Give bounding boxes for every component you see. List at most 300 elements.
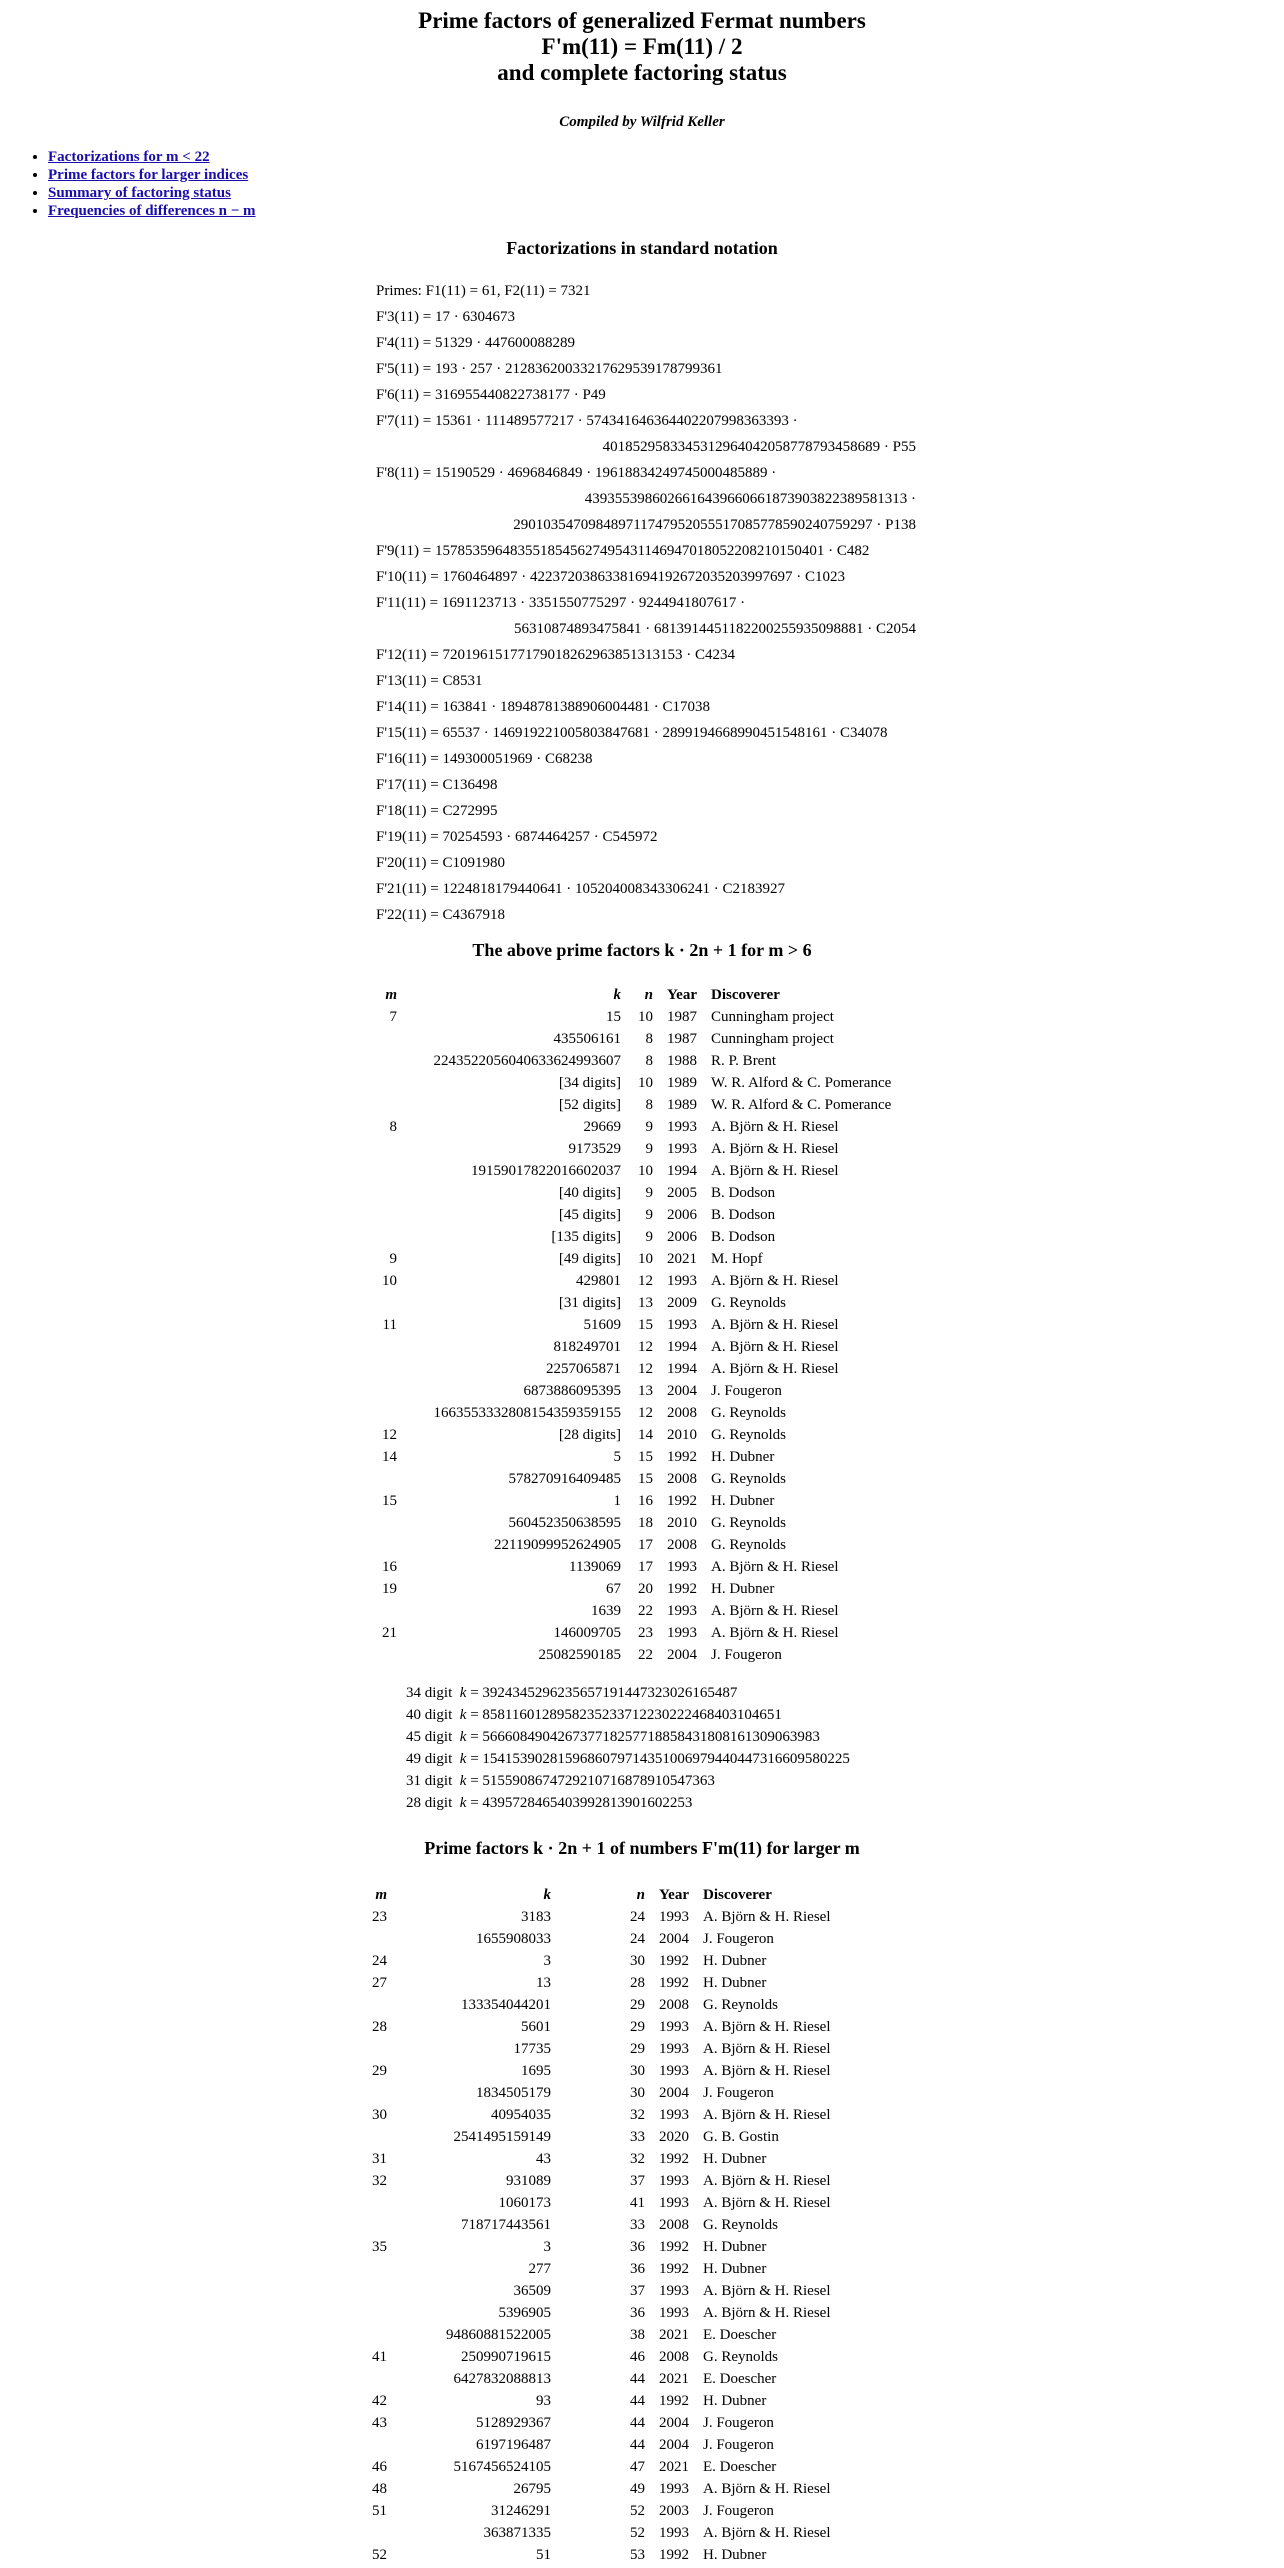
factorization-row: F'4(11) = 51329 · 447600088289 [376, 335, 575, 351]
cell-n: 44 [630, 2415, 645, 2431]
cell-discoverer: G. Reynolds [711, 1295, 786, 1311]
cell-year: 1992 [659, 2239, 689, 2255]
cell-k: 51609 [583, 1317, 621, 1333]
cell-year: 1993 [659, 2283, 689, 2299]
cell-m: 52 [372, 2547, 387, 2563]
cell-discoverer: H. Dubner [703, 1975, 767, 1991]
cell-year: 1993 [667, 1119, 697, 1135]
cell-n: 15 [638, 1449, 653, 1465]
cell-n: 10 [638, 1163, 653, 1179]
factorization-rhs: 163841 · 18948781388906004481 · C17038 [442, 699, 710, 715]
factorization-lhs: F'4(11) [376, 335, 419, 351]
cell-m [370, 1182, 404, 1204]
cell-year: 1992 [667, 1449, 697, 1465]
cell-discoverer: B. Dodson [711, 1185, 776, 1201]
table-row [360, 2192, 838, 2214]
cell-m [370, 1644, 404, 1666]
section-heading-factorizations [0, 238, 1284, 259]
cell-year: 1987 [667, 1031, 697, 1047]
table-row [370, 1468, 898, 1490]
table-row [360, 2478, 838, 2500]
cell-n: 12 [638, 1273, 653, 1289]
cell-discoverer: M. Hopf [711, 1251, 763, 1267]
cell-year: 2010 [667, 1427, 697, 1443]
factorization-row: F'17(11) = C136498 [376, 777, 498, 793]
cell-k: [135 digits] [551, 1229, 621, 1245]
cell-discoverer: A. Björn & H. Riesel [711, 1559, 839, 1575]
cell-year: 1993 [659, 2173, 689, 2189]
factorization-continuation: 439355398602661643966066187390382238958​1313 · [584, 491, 916, 507]
cell-k: 6427832088813 [453, 2371, 551, 2387]
cell-year: 2008 [667, 1405, 697, 1421]
cell-m: 7 [389, 1009, 397, 1025]
factorization-lhs: F'12(11) [376, 647, 427, 663]
cell-k: 1655908033 [476, 1931, 551, 1947]
cell-discoverer: G. Reynolds [711, 1515, 786, 1531]
cell-m: 30 [372, 2107, 387, 2123]
title-line-1: Prime factors of generalized Fermat numbers [418, 8, 866, 33]
cell-discoverer: H. Dubner [703, 1953, 767, 1969]
cell-year: 1993 [659, 2195, 689, 2211]
cell-year: 2006 [667, 1207, 697, 1223]
cell-k: 67 [606, 1581, 621, 1597]
table-row [370, 1138, 898, 1160]
cell-year: 1993 [667, 1317, 697, 1333]
cell-n: 18 [638, 1515, 653, 1531]
cell-k: 435506161 [553, 1031, 621, 1047]
factorization-continuation: 401852958334531296404205877879345868​9 · P55 [602, 439, 916, 455]
cell-discoverer: H. Dubner [711, 1581, 775, 1597]
cell-k: 250990719615 [461, 2349, 551, 2365]
cell-year: 1994 [667, 1361, 697, 1377]
cell-k: 3183 [521, 1909, 551, 1925]
cell-k: 51 [536, 2547, 551, 2563]
cell-k: 3 [543, 2239, 551, 2255]
digit-note-label: 49 digit [406, 1751, 453, 1767]
cell-year: 1993 [659, 2481, 689, 2497]
table-row [360, 2368, 838, 2390]
cell-m: 21 [382, 1625, 397, 1641]
digit-note-label: 45 digit [406, 1729, 453, 1745]
table-row [360, 1950, 838, 1972]
factorization-row: F'10(11) = 1760464897 · 42237203863381694192672035203997697 · C1023 [376, 569, 845, 585]
factorization-row: F'12(11) = 7201961517717901826296385131​3153 · C4234 [376, 647, 735, 663]
cell-year: 2021 [667, 1251, 697, 1267]
cell-discoverer: A. Björn & H. Riesel [703, 2481, 831, 2497]
cell-n: 24 [630, 1931, 645, 1947]
cell-n: 47 [630, 2459, 645, 2475]
cell-discoverer: G. Reynolds [711, 1537, 786, 1553]
cell-year: 2009 [667, 1295, 697, 1311]
factorization-rhs: C272995 [442, 803, 498, 819]
cell-m [370, 1226, 404, 1248]
cell-m: 10 [382, 1273, 397, 1289]
cell-discoverer: A. Björn & H. Riesel [711, 1163, 839, 1179]
cell-year: 1992 [659, 1975, 689, 1991]
cell-discoverer: A. Björn & H. Riesel [703, 1909, 831, 1925]
cell-n: 36 [630, 2305, 645, 2321]
cell-year: 1993 [667, 1141, 697, 1157]
cell-discoverer: H. Dubner [703, 2261, 767, 2277]
cell-n: 37 [630, 2283, 645, 2299]
table-row [370, 1006, 898, 1028]
cell-n: 44 [630, 2393, 645, 2409]
cell-k: 560452350638595 [508, 1515, 621, 1531]
factorization-rhs: 15190529 · 4696846849 · 196188342497450004858​89 · [434, 465, 777, 481]
toc-item [48, 166, 256, 184]
cell-m [370, 1160, 404, 1182]
cell-m [370, 1072, 404, 1094]
cell-n: 9 [645, 1207, 653, 1223]
cell-m: 24 [372, 1953, 387, 1969]
cell-discoverer: J. Fougeron [711, 1383, 782, 1399]
factorization-row: F'11(11) = 1691123713 · 3351550775297 · 9244941807617 · [376, 595, 746, 611]
cell-discoverer: H. Dubner [711, 1449, 775, 1465]
cell-n: 49 [630, 2481, 645, 2497]
cell-n: 8 [645, 1031, 653, 1047]
factorization-lhs: F'18(11) [376, 803, 427, 819]
digit-note-value: 3924345296235657191447323026165487 [482, 1685, 738, 1701]
toc-link-larger-indices[interactable]: Prime factors for larger indices [48, 167, 249, 183]
cell-n: 16 [638, 1493, 653, 1509]
digit-note: 45 digit k = 566608490426737718257718858431808161309063983 [406, 1729, 820, 1745]
cell-n: 38 [630, 2327, 645, 2343]
factorization-lhs: F'21(11) [376, 881, 427, 897]
cell-n: 9 [645, 1229, 653, 1245]
cell-m: 12 [382, 1427, 397, 1443]
factorization-lhs: F'19(11) [376, 829, 427, 845]
digit-note-label: 28 digit [406, 1795, 453, 1811]
cell-k: 5601 [521, 2019, 551, 2035]
factorization-row: F'16(11) = 149300051969 · C68238 [376, 751, 593, 767]
col-n: n [644, 987, 653, 1003]
cell-k: [49 digits] [558, 1251, 621, 1267]
cell-k: 5 [613, 1449, 621, 1465]
cell-year: 1992 [659, 2393, 689, 2409]
cell-discoverer: H. Dubner [703, 2151, 767, 2167]
cell-m [360, 2434, 394, 2456]
cell-year: 1993 [659, 2063, 689, 2079]
table-row [370, 1622, 898, 1644]
cell-m: 31 [372, 2151, 387, 2167]
cell-year: 1992 [659, 1953, 689, 1969]
cell-n: 32 [630, 2107, 645, 2123]
cell-k: 363871335 [483, 2525, 551, 2541]
table-row [360, 2170, 838, 2192]
cell-k: 15 [606, 1009, 621, 1025]
cell-year: 2008 [667, 1471, 697, 1487]
cell-m [360, 2082, 394, 2104]
cell-year: 1992 [659, 2547, 689, 2563]
table-row [360, 2500, 838, 2522]
factorization-row: F'9(11) = 157853596483551854562749543114694701805220821​0150401 · C482 [376, 543, 870, 559]
table-row [370, 1248, 898, 1270]
factorization-lhs: F'3(11) [376, 309, 419, 325]
cell-k: 6197196487 [476, 2437, 551, 2453]
section-heading-larger-m [0, 1838, 1284, 1859]
cell-n: 52 [630, 2503, 645, 2519]
table-row [370, 1490, 898, 1512]
cell-m: 29 [372, 2063, 387, 2079]
cell-k: 40954035 [491, 2107, 551, 2123]
toc-item [48, 184, 256, 202]
cell-discoverer: R. P. Brent [711, 1053, 777, 1069]
cell-year: 2021 [659, 2371, 689, 2387]
digit-note-value: 5155908674729210716878910547363 [482, 1773, 715, 1789]
cell-m: 14 [382, 1449, 397, 1465]
factorization-continuation: 290103547098489711747952055517085778590240759297 · P138 [513, 517, 916, 533]
cell-n: 29 [630, 2041, 645, 2057]
table-row [370, 1028, 898, 1050]
factorization-lhs: F'6(11) [376, 387, 419, 403]
cell-m [360, 2324, 394, 2346]
cell-year: 1993 [667, 1273, 697, 1289]
col-n: n [636, 1887, 645, 1903]
cell-m [370, 1468, 404, 1490]
table-row [370, 1644, 898, 1666]
factorization-row: F'13(11) = C8531 [376, 673, 483, 689]
table-row [360, 2522, 838, 2544]
cell-k: 578270916409485 [508, 1471, 621, 1487]
cell-year: 1993 [659, 2525, 689, 2541]
cell-year: 2010 [667, 1515, 697, 1531]
cell-year: 1993 [659, 2305, 689, 2321]
cell-m: 51 [372, 2503, 387, 2519]
cell-n: 17 [638, 1559, 653, 1575]
table-row [370, 1556, 898, 1578]
cell-k: 2541495159149 [453, 2129, 551, 2145]
cell-m [360, 2258, 394, 2280]
factorization-rhs: 15361 · 111489577217 · 574341646364402207998363393 · [434, 413, 798, 429]
digit-note-label: 31 digit [406, 1773, 453, 1789]
cell-k: 5128929367 [476, 2415, 551, 2431]
factorization-row: F'22(11) = C4367918 [376, 907, 505, 923]
cell-n: 36 [630, 2239, 645, 2255]
cell-year: 1992 [659, 2261, 689, 2277]
cell-k: 36509 [513, 2283, 551, 2299]
cell-n: 17 [638, 1537, 653, 1553]
factorization-lhs: F'15(11) [376, 725, 427, 741]
cell-discoverer: B. Dodson [711, 1229, 776, 1245]
cell-m [360, 1928, 394, 1950]
digit-note: 49 digit k = 1541539028159686079714351006979440447316609580225 [406, 1751, 850, 1767]
table-row [370, 1600, 898, 1622]
cell-k: 1060173 [498, 2195, 551, 2211]
factorization-row: F'21(11) = 1224818179440641 · 105204008343306241 · C2183927 [376, 881, 785, 897]
table-row [370, 1512, 898, 1534]
factorization-lhs: F'13(11) [376, 673, 427, 689]
table-row [370, 1182, 898, 1204]
factorization-row: F'8(11) = 15190529 · 4696846849 · 196188342497450004858​89 · [376, 465, 777, 481]
cell-n: 44 [630, 2371, 645, 2387]
col-m: m [375, 1887, 387, 1903]
factorization-row: F'15(11) = 65537 · 146919221005803847681 · 289919466899045154816​1 · C34078 [376, 725, 888, 741]
table-row [360, 2412, 838, 2434]
factorization-lhs: F'5(11) [376, 361, 419, 377]
cell-n: 23 [638, 1625, 653, 1641]
cell-m: 23 [372, 1909, 387, 1925]
cell-year: 1993 [659, 2041, 689, 2057]
cell-k: 5167456524105 [453, 2459, 551, 2475]
table-row [360, 2280, 838, 2302]
cell-discoverer: J. Fougeron [703, 2415, 774, 2431]
factorization-row: F'7(11) = 15361 · 111489577217 · 574341646364402207998363393 · [376, 413, 798, 429]
cell-discoverer: G. Reynolds [711, 1427, 786, 1443]
cell-year: 1989 [667, 1097, 697, 1113]
cell-k: 1663553332808154359359155 [433, 1405, 621, 1421]
factorization-lhs: F'22(11) [376, 907, 427, 923]
cell-discoverer: W. R. Alford & C. Pomerance [711, 1075, 892, 1091]
cell-m [360, 2302, 394, 2324]
cell-n: 28 [630, 1975, 645, 1991]
cell-year: 1989 [667, 1075, 697, 1091]
factorization-rhs: C136498 [442, 777, 498, 793]
table-row [370, 1094, 898, 1116]
factorization-lhs: F'17(11) [376, 777, 427, 793]
cell-year: 2004 [659, 2437, 689, 2453]
table-row [370, 1204, 898, 1226]
cell-year: 1987 [667, 1009, 697, 1025]
table-row [370, 1116, 898, 1138]
cell-k: 31246291 [491, 2503, 551, 2519]
cell-discoverer: A. Björn & H. Riesel [703, 2283, 831, 2299]
factorization-row: F'20(11) = C1091980 [376, 855, 505, 871]
table-row [360, 2324, 838, 2346]
table-row [370, 1358, 898, 1380]
factorization-rhs: 17 · 6304673 [434, 309, 515, 325]
section2-heading-text: The above prime factors k · 2n + 1 for m > 6 [472, 940, 812, 960]
table-row [360, 1906, 838, 1928]
cell-year: 1994 [667, 1163, 697, 1179]
cell-k: 2243522056040633624993607 [433, 1053, 621, 1069]
cell-discoverer: A. Björn & H. Riesel [711, 1603, 839, 1619]
cell-k: 818249701 [553, 1339, 621, 1355]
cell-m [370, 1292, 404, 1314]
cell-k: 3 [543, 1953, 551, 1969]
factorization-rhs: 1760464897 · 42237203863381694192672035203997697 · C1023 [442, 569, 845, 585]
cell-n: 15 [638, 1471, 653, 1487]
cell-year: 2004 [659, 2085, 689, 2101]
cell-n: 8 [645, 1097, 653, 1113]
factorization-rhs: C8531 [442, 673, 483, 689]
cell-k: 1639 [591, 1603, 621, 1619]
cell-m: 11 [382, 1317, 397, 1333]
cell-year: 2008 [659, 2217, 689, 2233]
cell-year: 2021 [659, 2327, 689, 2343]
table-row [360, 2302, 838, 2324]
table-row [360, 2126, 838, 2148]
factorization-rhs: 1224818179440641 · 105204008343306241 · C2183927 [442, 881, 785, 897]
table-row [360, 2148, 838, 2170]
factorization-lhs: F'14(11) [376, 699, 427, 715]
factorization-row: F'19(11) = 70254593 · 6874464257 · C545972 [376, 829, 658, 845]
cell-k: [40 digits] [558, 1185, 621, 1201]
factorization-rhs: 316955440822738177 · P49 [434, 387, 606, 403]
toc-link-summary[interactable]: Summary of factoring status [48, 185, 231, 201]
cell-year: 2021 [659, 2459, 689, 2475]
digit-note: 31 digit k = 5155908674729210716878910547363 [406, 1773, 715, 1789]
table-row [370, 1402, 898, 1424]
cell-n: 12 [638, 1361, 653, 1377]
cell-n: 30 [630, 2085, 645, 2101]
cell-n: 30 [630, 2063, 645, 2079]
credit-line: Compiled by Wilfrid Keller [559, 114, 725, 130]
factorization-lhs: F'8(11) [376, 465, 419, 481]
cell-n: 29 [630, 2019, 645, 2035]
digit-notes [406, 1682, 850, 1814]
table-row [360, 2390, 838, 2412]
cell-year: 1988 [667, 1053, 697, 1069]
cell-discoverer: E. Doescher [703, 2327, 777, 2343]
cell-m: 9 [389, 1251, 397, 1267]
cell-k: [52 digits] [558, 1097, 621, 1113]
cell-discoverer: A. Björn & H. Riesel [703, 2107, 831, 2123]
cell-n: 52 [630, 2525, 645, 2541]
cell-k: 146009705 [553, 1625, 621, 1641]
cell-k: 9173529 [568, 1141, 621, 1157]
toc-link-factorizations[interactable]: Factorizations for m < 22 [48, 149, 210, 165]
cell-m: 27 [372, 1975, 387, 1991]
col-k: k [613, 987, 621, 1003]
cell-year: 1992 [667, 1493, 697, 1509]
cell-n: 13 [638, 1383, 653, 1399]
cell-n: 41 [630, 2195, 645, 2211]
cell-discoverer: G. Reynolds [711, 1405, 786, 1421]
cell-k: 931089 [506, 2173, 551, 2189]
cell-n: 13 [638, 1295, 653, 1311]
cell-m [360, 2280, 394, 2302]
primes-line: Primes: F1(11) = 61, F2(11) = 7321 [376, 283, 591, 299]
cell-k: 29669 [583, 1119, 621, 1135]
larger-m-table [360, 1884, 838, 2566]
cell-discoverer: A. Björn & H. Riesel [711, 1361, 839, 1377]
table-row [360, 2544, 838, 2566]
cell-n: 36 [630, 2261, 645, 2277]
cell-n: 37 [630, 2173, 645, 2189]
cell-n: 15 [638, 1317, 653, 1333]
cell-m [360, 1994, 394, 2016]
cell-m [360, 2192, 394, 2214]
cell-discoverer: J. Fougeron [703, 2437, 774, 2453]
cell-m [360, 2522, 394, 2544]
cell-m [370, 1402, 404, 1424]
digit-note-value: 1541539028159686079714351006979440447316609580225 [482, 1751, 850, 1767]
cell-k: 25082590185 [538, 1647, 621, 1663]
cell-n: 10 [638, 1075, 653, 1091]
factorization-row: F'14(11) = 163841 · 18948781388906004481 · C17038 [376, 699, 710, 715]
cell-m: 28 [372, 2019, 387, 2035]
digit-note-value: 566608490426737718257718858431808161309063983 [482, 1729, 820, 1745]
factorization-lhs: F'11(11) [376, 595, 426, 611]
cell-year: 1993 [667, 1559, 697, 1575]
toc-link-frequencies[interactable]: Frequencies of differences n − m [48, 203, 256, 219]
table-row [360, 2060, 838, 2082]
factorization-rhs: 70254593 · 6874464257 · C545972 [442, 829, 658, 845]
cell-m [370, 1050, 404, 1072]
factorization-rhs: 51329 · 447600088289 [434, 335, 575, 351]
table-row [370, 1292, 898, 1314]
cell-n: 33 [630, 2129, 645, 2145]
cell-m: 16 [382, 1559, 397, 1575]
cell-n: 9 [645, 1185, 653, 1201]
cell-m [370, 1512, 404, 1534]
cell-m: 8 [389, 1119, 397, 1135]
factorization-row: F'18(11) = C272995 [376, 803, 498, 819]
table-row [360, 2434, 838, 2456]
factorization-rhs: 65537 · 146919221005803847681 · 289919466899045154816​1 · C34078 [442, 725, 888, 741]
cell-k: [45 digits] [558, 1207, 621, 1223]
cell-n: 46 [630, 2349, 645, 2365]
